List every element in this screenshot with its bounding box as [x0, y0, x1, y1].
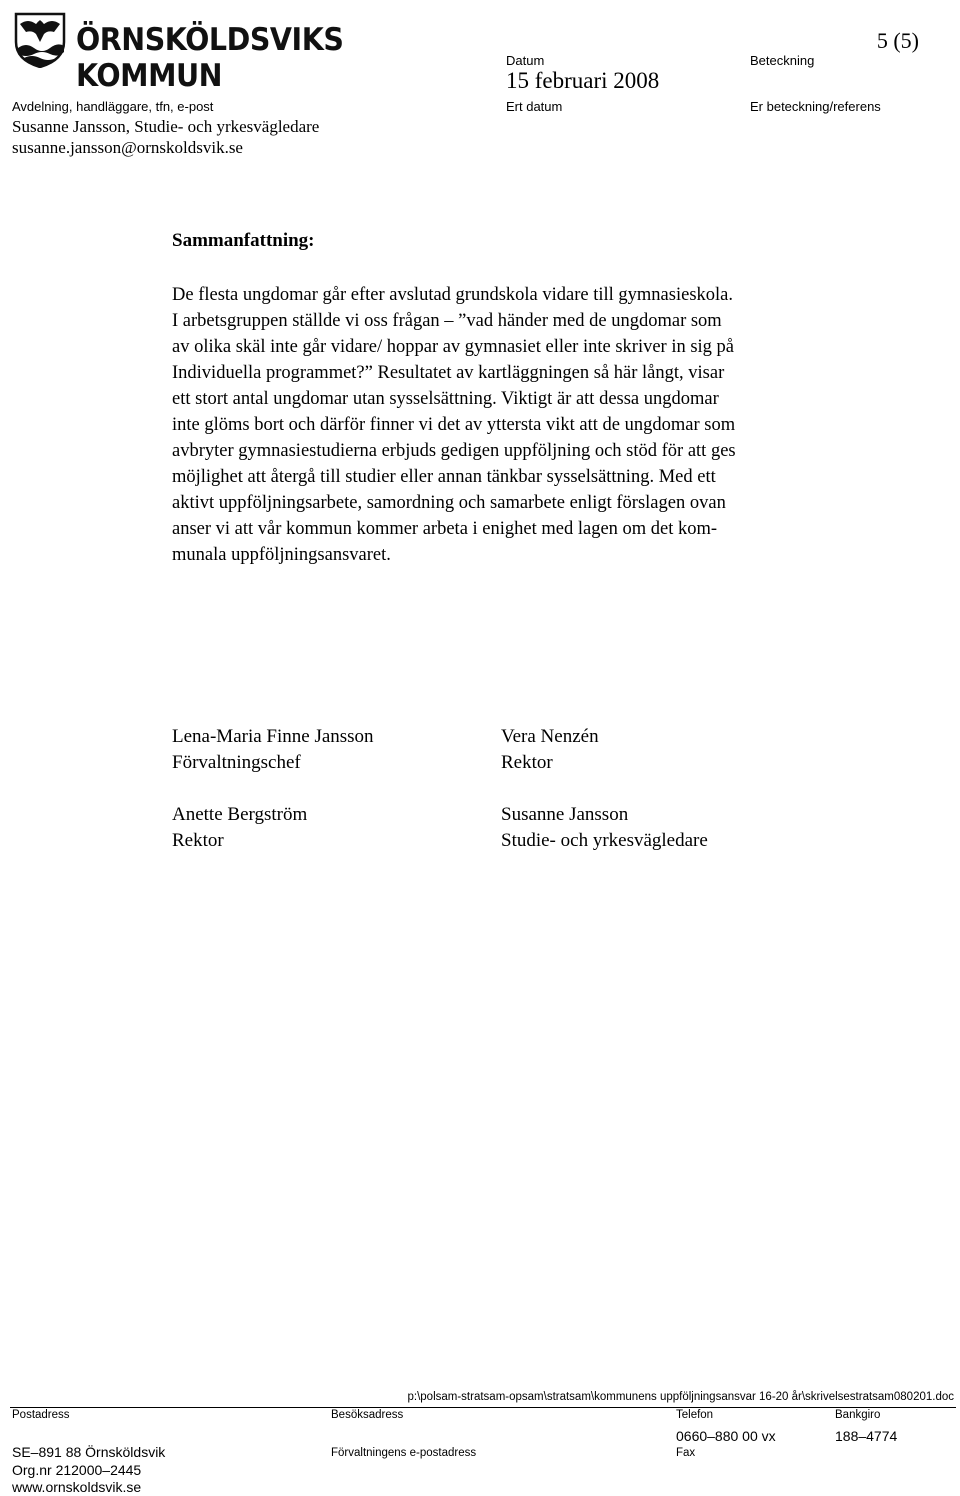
signatory-title: Förvaltningschef [172, 752, 301, 773]
postal-address: SE–891 88 Örnsköldsvik [12, 1444, 166, 1460]
summary-body [172, 282, 862, 568]
reference-label: Beteckning [750, 53, 815, 68]
department-label: Avdelning, handläggare, tfn, e-post [12, 99, 214, 114]
body-line: anser vi att vår kommun kommer arbeta i enighet med lagen om det kom- [172, 519, 718, 539]
fax-label: Fax [676, 1447, 696, 1459]
body-line: inte glöms bort och därför finner vi det av yttersta vikt att de ungdomar som [172, 415, 736, 435]
date-value: 15 februari 2008 [506, 68, 660, 93]
body-line: möjlighet att återgå till studier eller annan tänkbar sysselsättning. Med ett [172, 467, 716, 487]
email-label: Förvaltningens e-postadress [331, 1447, 477, 1459]
eagle-crest-icon [14, 12, 66, 68]
section-title: Sammanfattning: [172, 230, 315, 251]
body-line: avbryter gymnasiestudierna erbjuds gedigen uppföljning och stöd för att ges [172, 441, 736, 461]
body-line: munala uppföljningsansvaret. [172, 545, 391, 565]
body-line: aktivt uppföljningsarbete, samordning och samarbete enligt förslagen ovan [172, 493, 726, 513]
signatory-title: Rektor [501, 752, 553, 773]
signatory-name: Vera Nenzén [501, 726, 599, 747]
signatory-name: Lena-Maria Finne Jansson [172, 726, 374, 747]
bankgiro-label: Bankgiro [835, 1409, 881, 1421]
body-line: I arbetsgruppen ställde vi oss frågan – ”vad händer med de ungdomar som [172, 311, 722, 331]
footer-divider [10, 1407, 956, 1408]
phone-value: 0660–880 00 vx [676, 1428, 776, 1444]
file-path: p:\polsam-stratsam-opsam\stratsam\kommunens uppföljningsansvar 16-20 år\skrivelsestratsam080201.doc [407, 1391, 954, 1403]
contact-email: susanne.jansson@ornskoldsvik.se [12, 138, 243, 157]
body-line: av olika skäl inte går vidare/ hoppar av gymnasiet eller inte skriver in sig på [172, 337, 735, 357]
your-date-label: Ert datum [506, 99, 563, 114]
contact-name: Susanne Jansson, Studie- och yrkesvägledare [12, 117, 320, 136]
bankgiro-value: 188–4774 [835, 1428, 898, 1444]
phone-label: Telefon [676, 1409, 714, 1421]
org-number: Org.nr 212000–2445 [12, 1462, 142, 1478]
page-number: 5 (5) [876, 28, 919, 53]
signatory-title: Rektor [172, 830, 224, 851]
website-link[interactable]: www.ornskoldsvik.se [12, 1479, 142, 1495]
body-line: ett stort antal ungdomar utan sysselsättning. Viktigt är att dessa ungdomar [172, 389, 719, 409]
postal-label: Postadress [12, 1409, 70, 1421]
municipality-logo [14, 12, 394, 94]
body-line: De flesta ungdomar går efter avslutad grundskola vidare till gymnasieskola. [172, 285, 733, 305]
signatory-title: Studie- och yrkesvägledare [501, 830, 708, 851]
date-label: Datum [506, 53, 545, 68]
your-reference-label: Er beteckning/referens [750, 99, 881, 114]
logo-wordmark: ÖRNSKÖLDSVIKS KOMMUN [76, 22, 344, 94]
visit-label: Besöksadress [331, 1409, 404, 1421]
signatory-name: Susanne Jansson [501, 804, 629, 825]
body-line: Individuella programmet?” Resultatet av kartläggningen så här långt, visar [172, 363, 725, 383]
signatory-name: Anette Bergström [172, 804, 308, 825]
